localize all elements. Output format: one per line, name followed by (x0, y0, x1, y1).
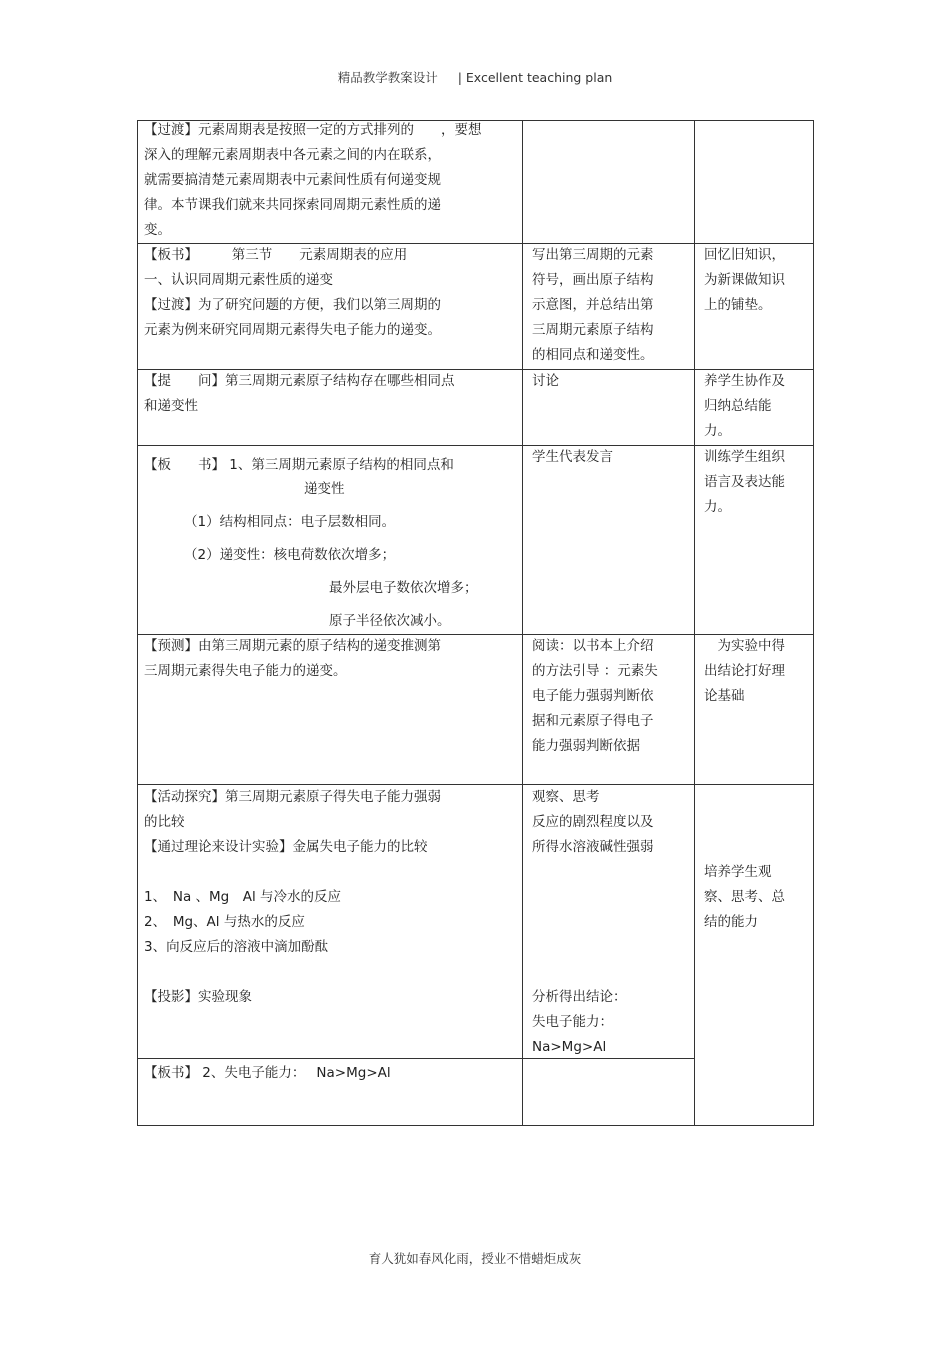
row2-line: 【板书】 第三节 元素周期表的应用 (144, 247, 408, 263)
row6-line: 【活动探究】第三周期元素原子得失电子能力强弱 (144, 789, 441, 805)
row2-intent-line: 为新课做知识 (704, 272, 785, 288)
row4-intent-line: 力。 (704, 499, 731, 515)
row1-line: 律。本节课我们就来共同探索同周期元素性质的递 (144, 197, 441, 213)
row3-student-line: 讨论 (532, 373, 559, 389)
row6-intent-text (704, 860, 785, 935)
row5-teacher-text (144, 634, 441, 684)
row2-student-line: 写出第三周期的元素 (532, 247, 654, 263)
lesson-table (137, 120, 814, 1126)
row2-intent-text (704, 243, 785, 318)
row6-student-text-b (532, 985, 627, 1060)
row4-point-1: （1）结构相同点：电子层数相同。 (184, 514, 396, 530)
row2-intent-line: 上的铺垫。 (704, 297, 772, 313)
row2-teacher-text (144, 243, 441, 343)
row5-line: 三周期元素得失电子能力的递变。 (144, 663, 347, 679)
page-footer: 育人犹如春风化雨，授业不惜蜡炬成灰 (368, 1251, 582, 1266)
experiment-item: 3、向反应后的溶液中滴加酚酞 (144, 939, 329, 955)
row2-intent-line: 回忆旧知识， (704, 247, 785, 263)
row2-line: 【过渡】为了研究问题的方便，我们以第三周期的 (144, 297, 441, 313)
row6-student-line: 观察、思考 (532, 789, 600, 805)
row4-student-line: 学生代表发言 (532, 449, 613, 465)
col-divider-2 (694, 121, 695, 1126)
row5-intent-line: 论基础 (704, 688, 745, 704)
row3-teacher-text (144, 369, 455, 419)
row4-intent-line: 语言及表达能 (704, 474, 785, 490)
row2-line: 一、认识同周期元素性质的递变 (144, 272, 333, 288)
row3-intent-line: 归纳总结能 (704, 398, 772, 414)
row4-point-2b: 最外层电子数依次增多； (329, 580, 478, 596)
row4-point-2: （2）递变性：核电荷数依次增多； (184, 547, 396, 563)
row7-teacher-text: 【板书】 2、失电子能力： Na>Mg>Al (144, 1065, 391, 1081)
row6-student-line: 失电子能力： (532, 1014, 613, 1030)
row6-experiment-list (144, 885, 341, 960)
experiment-item: 2、 Mg、Al 与热水的反应 (144, 914, 305, 930)
row6-student-line: 所得水溶液碱性强弱 (532, 839, 654, 855)
row5-line: 【预测】由第三周期元素的原子结构的递变推测第 (144, 638, 441, 654)
row4-point-2c: 原子半径依次减小。 (329, 613, 451, 629)
row2-student-line: 三周期元素原子结构 (532, 322, 654, 338)
row6-intent-line: 结的能力 (704, 914, 758, 930)
row5-intent-text (704, 634, 785, 709)
row6-projection-label: 【投影】实验现象 (144, 989, 252, 1005)
row5-student-line: 阅读：以书本上介绍 (532, 638, 654, 654)
row5-student-line: 据和元素原子得电子 (532, 713, 654, 729)
row3-intent-line: 力。 (704, 423, 731, 439)
row4-intent-line: 训练学生组织 (704, 449, 785, 465)
row5-student-text (532, 634, 658, 759)
row5-intent-line: 出结论打好理 (704, 663, 785, 679)
row4-intent-text (704, 445, 785, 520)
row6-teacher-text-a (144, 785, 441, 860)
row6-intent-line: 察、思考、总 (704, 889, 785, 905)
row6-student-line: 分析得出结论： (532, 989, 627, 1005)
row2-student-line: 符号，画出原子结构 (532, 272, 654, 288)
row5-student-line: 能力强弱判断依据 (532, 738, 640, 754)
row2-student-line: 的相同点和递变性。 (532, 347, 654, 363)
row4-student-text (532, 445, 613, 470)
col-divider-1 (522, 121, 523, 1126)
row1-line: 变。 (144, 222, 171, 238)
experiment-item: 1、 Na 、Mg Al 与冷水的反应 (144, 889, 341, 905)
page-header (0, 68, 950, 86)
row6-student-text-a (532, 785, 654, 860)
row4-teacher-title: 【板 书】 1、第三周期元素原子结构的相同点和 (144, 457, 454, 473)
row1-line: 就需要搞清楚元素周期表中元素间性质有何递变规 (144, 172, 441, 188)
row1-line: 深入的理解元素周期表中各元素之间的内在联系， (144, 147, 441, 163)
row4-teacher-title-cont: 递变性 (304, 481, 345, 497)
header-right: | Excellent teaching plan (457, 70, 613, 85)
row6-student-line: Na>Mg>Al (532, 1039, 607, 1055)
row6-line: 【通过理论来设计实验】金属失电子能力的比较 (144, 839, 428, 855)
row2-student-line: 示意图，并总结出第 (532, 297, 654, 313)
row2-line: 元素为例来研究同周期元素得失电子能力的递变。 (144, 322, 441, 338)
row5-intent-line: 为实验中得 (704, 638, 785, 654)
row3-intent-line: 养学生协作及 (704, 373, 785, 389)
row3-intent-text (704, 369, 785, 444)
row5-student-line: 电子能力强弱判断依 (532, 688, 654, 704)
row6-line: 的比较 (144, 814, 185, 830)
row6-intent-line: 培养学生观 (704, 864, 772, 880)
row5-student-line: 的方法引导 ：元素失 (532, 663, 658, 679)
row1-teacher-text (144, 118, 482, 243)
row3-student-text (532, 369, 559, 394)
row6-student-line: 反应的剧烈程度以及 (532, 814, 654, 830)
row1-line: 【过渡】元素周期表是按照一定的方式排列的 ，要想 (144, 122, 482, 138)
row3-line: 【提 问】第三周期元素原子结构存在哪些相同点 (144, 373, 455, 389)
header-left: 精品教学教案设计 (337, 70, 438, 85)
row2-student-text (532, 243, 654, 368)
row3-line: 和递变性 (144, 398, 198, 414)
